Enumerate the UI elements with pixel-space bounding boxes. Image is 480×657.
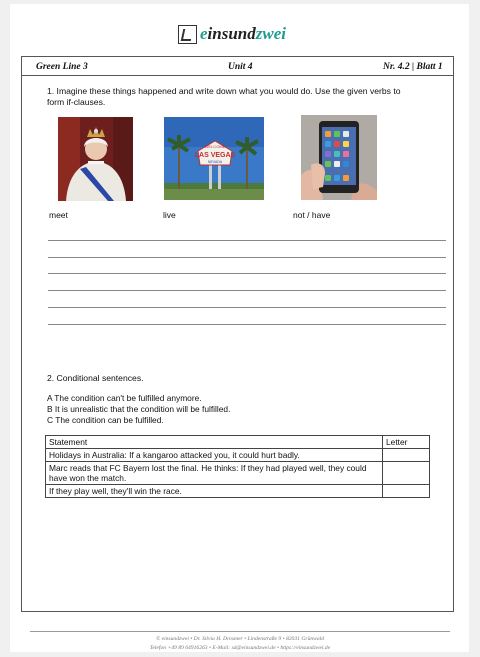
option-c: C The condition can be fulfilled.	[47, 415, 164, 425]
statement-cell: Marc reads that FC Bayern lost the final. He thinks: If they had played well, they could have won the match.	[46, 462, 383, 485]
sign-text-las-vegas: LAS VEGAS	[194, 152, 236, 159]
writing-line[interactable]	[48, 240, 446, 241]
table-row	[46, 462, 430, 485]
sign-text-nevada: NEVADA	[207, 160, 223, 164]
option-b: B It is unrealistic that the condition will be fulfilled.	[47, 404, 231, 414]
header-divider	[22, 75, 453, 76]
footer-divider	[30, 631, 450, 632]
logo-icon	[178, 25, 197, 44]
header-unit: Unit 4	[228, 62, 253, 72]
writing-line[interactable]	[48, 273, 446, 274]
writing-line[interactable]	[48, 307, 446, 308]
header-book-title: Green Line 3	[36, 62, 88, 72]
smartphone-photo	[301, 115, 377, 200]
logo-text: einsundzwei	[200, 24, 286, 43]
task1-instruction-line1: 1. Imagine these things happened and write down what you would do. Use the given verbs to	[47, 86, 401, 96]
footer-line1: © einsundzwei • Dr. Silvia H. Drosmer • Lindenstraße 9 • 82031 Grünwald	[155, 636, 325, 642]
task2-title: 2. Conditional sentences.	[47, 373, 144, 383]
letter-cell[interactable]	[383, 485, 430, 498]
verb-meet: meet	[49, 210, 68, 220]
writing-line[interactable]	[48, 257, 446, 258]
writing-line[interactable]	[48, 290, 446, 291]
conditional-table	[45, 435, 430, 498]
task1-instruction-line2: form if-clauses.	[47, 97, 106, 107]
table-row	[46, 449, 430, 462]
letter-cell[interactable]	[383, 449, 430, 462]
writing-line[interactable]	[48, 324, 446, 325]
table-header-row	[46, 436, 430, 449]
queen-photo	[58, 117, 133, 201]
sign-text-welcome: WELCOME	[204, 144, 226, 149]
header-letter: Letter	[383, 436, 430, 449]
statement-cell: Holidays in Australia: If a kangaroo attacked you, it could hurt badly.	[46, 449, 383, 462]
letter-cell[interactable]	[383, 462, 430, 485]
verb-not-have: not / have	[293, 210, 331, 220]
einsundzwei-logo	[178, 22, 286, 46]
table-row	[46, 485, 430, 498]
footer-line2: Telefon +49 89 64916263 • E-Mail: sd@einsundzwei.de • https://einsundzwei.de	[149, 645, 331, 651]
verb-live: live	[163, 210, 176, 220]
header-sheet-number: Nr. 4.2 | Blatt 1	[383, 62, 443, 72]
statement-cell: If they play well, they'll win the race.	[46, 485, 383, 498]
header-statement: Statement	[46, 436, 383, 449]
option-a: A The condition can't be fulfilled anymore.	[47, 393, 202, 403]
las-vegas-sign-photo	[164, 117, 264, 200]
